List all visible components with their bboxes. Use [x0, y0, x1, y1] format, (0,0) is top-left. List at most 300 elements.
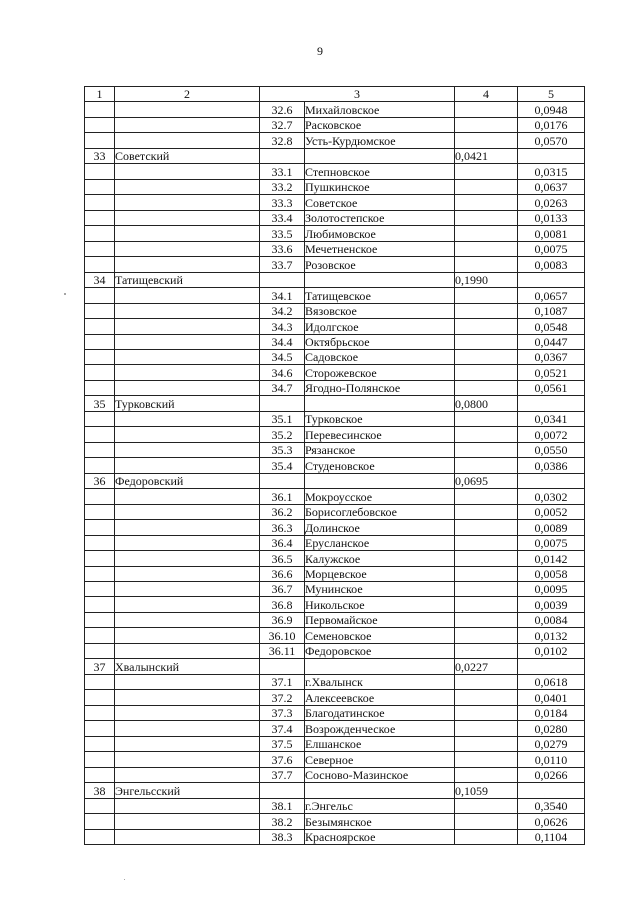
row-number-cell: 33 — [85, 148, 115, 163]
settlement-coefficient-cell: 0,0948 — [518, 102, 585, 117]
district-name-cell — [115, 458, 260, 473]
header-cell-2: 2 — [115, 87, 260, 102]
settlement-code-cell: 33.4 — [260, 210, 305, 225]
district-name-cell: Энгельсский — [115, 783, 260, 798]
district-coefficient-cell — [455, 798, 518, 813]
settlement-name-cell: Борисоглебовское — [305, 504, 455, 519]
district-coefficient-cell — [455, 349, 518, 364]
row-number-cell — [85, 365, 115, 380]
settlement-name-cell: Федоровское — [305, 643, 455, 658]
settlement-coefficient-cell: 0,0521 — [518, 365, 585, 380]
settlement-code-cell: 36.10 — [260, 628, 305, 643]
row-number-cell — [85, 597, 115, 612]
settlement-coefficient-cell: 0,0626 — [518, 814, 585, 829]
row-number-cell — [85, 411, 115, 426]
settlement-name-cell: Турковское — [305, 411, 455, 426]
settlement-coefficient-cell: 0,0110 — [518, 752, 585, 767]
table-body — [85, 87, 585, 845]
district-name-cell — [115, 520, 260, 535]
settlement-name-cell: Мокроусское — [305, 489, 455, 504]
settlement-code-cell: 32.7 — [260, 117, 305, 132]
row-number-cell — [85, 102, 115, 117]
row-number-cell — [85, 628, 115, 643]
table-row — [85, 643, 585, 658]
table-row — [85, 334, 585, 349]
district-coefficient-cell — [455, 427, 518, 442]
settlement-code-cell: 33.3 — [260, 195, 305, 210]
district-coefficient-cell — [455, 257, 518, 272]
settlement-coefficient-cell: 0,0039 — [518, 597, 585, 612]
row-number-cell: 36 — [85, 473, 115, 488]
row-number-cell — [85, 643, 115, 658]
table-row — [85, 628, 585, 643]
district-coefficient-cell — [455, 721, 518, 736]
settlement-name-cell: г.Энгельс — [305, 798, 455, 813]
settlement-code-cell: 36.8 — [260, 597, 305, 612]
table-row — [85, 752, 585, 767]
settlement-coefficient-cell: 0,0133 — [518, 210, 585, 225]
settlement-name-cell — [305, 659, 455, 674]
district-name-cell — [115, 226, 260, 241]
table-row — [85, 829, 585, 844]
header-row — [85, 87, 585, 102]
settlement-code-cell: 32.8 — [260, 133, 305, 148]
table-row — [85, 674, 585, 689]
district-coefficient-cell — [455, 241, 518, 256]
row-number-cell — [85, 164, 115, 179]
row-number-cell: 38 — [85, 783, 115, 798]
table-row — [85, 365, 585, 380]
settlement-coefficient-cell: 0,0401 — [518, 690, 585, 705]
header-cell-4: 4 — [455, 87, 518, 102]
settlement-coefficient-cell: 0,0095 — [518, 582, 585, 597]
settlement-name-cell: Калужское — [305, 551, 455, 566]
district-name-cell — [115, 767, 260, 782]
table-row — [85, 349, 585, 364]
table-row — [85, 767, 585, 782]
settlement-name-cell: Любимовское — [305, 226, 455, 241]
district-row — [85, 659, 585, 674]
settlement-coefficient-cell: 0,0089 — [518, 520, 585, 535]
settlement-code-cell: 34.6 — [260, 365, 305, 380]
district-coefficient-cell — [455, 195, 518, 210]
settlement-coefficient-cell: 0,0081 — [518, 226, 585, 241]
settlement-name-cell: Расковское — [305, 117, 455, 132]
settlement-coefficient-cell: 0,0550 — [518, 442, 585, 457]
table-row — [85, 164, 585, 179]
data-table — [84, 86, 585, 845]
district-name-cell — [115, 551, 260, 566]
table-row — [85, 551, 585, 566]
settlement-code-cell: 36.4 — [260, 535, 305, 550]
settlement-coefficient-cell: 0,0570 — [518, 133, 585, 148]
district-name-cell — [115, 164, 260, 179]
district-coefficient-cell — [455, 551, 518, 566]
district-coefficient-cell — [455, 643, 518, 658]
table-row — [85, 597, 585, 612]
row-number-cell — [85, 721, 115, 736]
row-number-cell — [85, 226, 115, 241]
district-name-cell — [115, 566, 260, 581]
row-number-cell — [85, 814, 115, 829]
district-coefficient-cell — [455, 442, 518, 457]
settlement-code-cell: 33.2 — [260, 179, 305, 194]
row-number-cell — [85, 582, 115, 597]
row-number-cell — [85, 117, 115, 132]
table-row — [85, 226, 585, 241]
settlement-code-cell: 38.2 — [260, 814, 305, 829]
district-coefficient-cell — [455, 117, 518, 132]
settlement-coefficient-cell: 0,0447 — [518, 334, 585, 349]
settlement-code-cell: 32.6 — [260, 102, 305, 117]
district-coefficient-cell — [455, 133, 518, 148]
table-row — [85, 442, 585, 457]
settlement-code-cell: 34.2 — [260, 303, 305, 318]
table-row — [85, 798, 585, 813]
row-number-cell — [85, 705, 115, 720]
settlement-name-cell: Золотостепское — [305, 210, 455, 225]
district-row — [85, 148, 585, 163]
settlement-code-cell: 37.2 — [260, 690, 305, 705]
settlement-code-cell: 33.1 — [260, 164, 305, 179]
settlement-coefficient-cell — [518, 396, 585, 411]
settlement-coefficient-cell: 0,0386 — [518, 458, 585, 473]
district-coefficient-cell: 0,1059 — [455, 783, 518, 798]
table-row — [85, 504, 585, 519]
settlement-name-cell: Вязовское — [305, 303, 455, 318]
settlement-coefficient-cell: 0,1104 — [518, 829, 585, 844]
row-number-cell — [85, 489, 115, 504]
district-name-cell — [115, 582, 260, 597]
district-coefficient-cell — [455, 411, 518, 426]
district-name-cell — [115, 427, 260, 442]
settlement-code-cell: 35.1 — [260, 411, 305, 426]
row-number-cell — [85, 349, 115, 364]
district-name-cell: Татищевский — [115, 272, 260, 287]
settlement-code-cell: 37.1 — [260, 674, 305, 689]
settlement-code-cell: 33.7 — [260, 257, 305, 272]
scan-speck — [124, 879, 125, 880]
row-number-cell — [85, 829, 115, 844]
settlement-code-cell: 37.3 — [260, 705, 305, 720]
table-row — [85, 117, 585, 132]
settlement-name-cell: Елшанское — [305, 736, 455, 751]
settlement-code-cell: 35.2 — [260, 427, 305, 442]
district-name-cell — [115, 612, 260, 627]
district-coefficient-cell: 0,0695 — [455, 473, 518, 488]
settlement-coefficient-cell — [518, 783, 585, 798]
table-row — [85, 195, 585, 210]
settlement-code-cell: 37.4 — [260, 721, 305, 736]
settlement-coefficient-cell: 0,0075 — [518, 535, 585, 550]
district-coefficient-cell — [455, 458, 518, 473]
settlement-code-cell: 38.3 — [260, 829, 305, 844]
district-name-cell — [115, 303, 260, 318]
settlement-code-cell: 34.4 — [260, 334, 305, 349]
table-row — [85, 721, 585, 736]
table-row — [85, 102, 585, 117]
district-coefficient-cell — [455, 829, 518, 844]
district-coefficient-cell: 0,0227 — [455, 659, 518, 674]
settlement-name-cell: Рязанское — [305, 442, 455, 457]
settlement-coefficient-cell: 0,0279 — [518, 736, 585, 751]
settlement-coefficient-cell: 0,0618 — [518, 674, 585, 689]
settlement-coefficient-cell: 0,0637 — [518, 179, 585, 194]
district-name-cell — [115, 319, 260, 334]
table-row — [85, 566, 585, 581]
district-coefficient-cell — [455, 628, 518, 643]
settlement-name-cell: Советское — [305, 195, 455, 210]
row-number-cell: 35 — [85, 396, 115, 411]
settlement-name-cell — [305, 272, 455, 287]
settlement-name-cell: Степновское — [305, 164, 455, 179]
settlement-name-cell: Октябрьское — [305, 334, 455, 349]
settlement-coefficient-cell: 0,0075 — [518, 241, 585, 256]
district-coefficient-cell — [455, 597, 518, 612]
row-number-cell — [85, 319, 115, 334]
table-row — [85, 380, 585, 395]
district-coefficient-cell — [455, 814, 518, 829]
row-number-cell — [85, 566, 115, 581]
settlement-name-cell: Красноярское — [305, 829, 455, 844]
district-coefficient-cell — [455, 674, 518, 689]
district-name-cell — [115, 195, 260, 210]
district-name-cell — [115, 674, 260, 689]
district-coefficient-cell: 0,0800 — [455, 396, 518, 411]
district-name-cell — [115, 241, 260, 256]
table-row — [85, 288, 585, 303]
row-number-cell — [85, 179, 115, 194]
settlement-coefficient-cell: 0,0176 — [518, 117, 585, 132]
district-name-cell — [115, 736, 260, 751]
district-coefficient-cell — [455, 767, 518, 782]
row-number-cell — [85, 674, 115, 689]
district-name-cell — [115, 117, 260, 132]
row-number-cell — [85, 288, 115, 303]
district-coefficient-cell — [455, 365, 518, 380]
settlement-code-cell: 36.1 — [260, 489, 305, 504]
settlement-name-cell: Безымянское — [305, 814, 455, 829]
table-row — [85, 520, 585, 535]
row-number-cell — [85, 133, 115, 148]
settlement-name-cell: Ерусланское — [305, 535, 455, 550]
settlement-code-cell: 36.2 — [260, 504, 305, 519]
settlement-code-cell: 36.6 — [260, 566, 305, 581]
header-cell-3: 3 — [260, 87, 455, 102]
settlement-code-cell: 36.9 — [260, 612, 305, 627]
settlement-code-cell: 33.6 — [260, 241, 305, 256]
district-name-cell: Федоровский — [115, 473, 260, 488]
settlement-code-cell: 37.6 — [260, 752, 305, 767]
district-coefficient-cell — [455, 226, 518, 241]
row-number-cell — [85, 442, 115, 457]
district-row — [85, 272, 585, 287]
district-name-cell — [115, 380, 260, 395]
district-name-cell — [115, 798, 260, 813]
row-number-cell — [85, 752, 115, 767]
settlement-coefficient-cell: 0,0315 — [518, 164, 585, 179]
settlement-code-cell — [260, 659, 305, 674]
settlement-coefficient-cell: 0,0341 — [518, 411, 585, 426]
row-number-cell — [85, 551, 115, 566]
settlement-coefficient-cell: 0,0058 — [518, 566, 585, 581]
settlement-code-cell — [260, 148, 305, 163]
settlement-coefficient-cell: 0,3540 — [518, 798, 585, 813]
settlement-coefficient-cell: 0,0561 — [518, 380, 585, 395]
settlement-coefficient-cell: 0,0266 — [518, 767, 585, 782]
row-number-cell — [85, 736, 115, 751]
settlement-name-cell: Садовское — [305, 349, 455, 364]
settlement-code-cell — [260, 396, 305, 411]
table-row — [85, 210, 585, 225]
district-name-cell — [115, 288, 260, 303]
settlement-code-cell: 34.5 — [260, 349, 305, 364]
settlement-name-cell: Студеновское — [305, 458, 455, 473]
table-row — [85, 303, 585, 318]
settlement-name-cell: Морцевское — [305, 566, 455, 581]
settlement-name-cell: Алексеевское — [305, 690, 455, 705]
district-name-cell — [115, 349, 260, 364]
district-name-cell: Турковский — [115, 396, 260, 411]
table-row — [85, 535, 585, 550]
district-coefficient-cell — [455, 520, 518, 535]
settlement-name-cell: Сторожевское — [305, 365, 455, 380]
settlement-name-cell: Северное — [305, 752, 455, 767]
district-coefficient-cell — [455, 736, 518, 751]
settlement-name-cell — [305, 148, 455, 163]
settlement-name-cell: г.Хвалынск — [305, 674, 455, 689]
settlement-code-cell: 35.3 — [260, 442, 305, 457]
settlement-name-cell — [305, 396, 455, 411]
settlement-coefficient-cell: 0,0083 — [518, 257, 585, 272]
district-coefficient-cell — [455, 705, 518, 720]
district-coefficient-cell: 0,0421 — [455, 148, 518, 163]
settlement-code-cell: 34.7 — [260, 380, 305, 395]
settlement-coefficient-cell: 0,0142 — [518, 551, 585, 566]
settlement-coefficient-cell: 0,1087 — [518, 303, 585, 318]
settlement-code-cell: 37.5 — [260, 736, 305, 751]
settlement-name-cell: Татищевское — [305, 288, 455, 303]
page-number: 9 — [317, 44, 323, 58]
district-name-cell — [115, 721, 260, 736]
table-row — [85, 736, 585, 751]
settlement-code-cell: 33.5 — [260, 226, 305, 241]
settlement-code-cell — [260, 473, 305, 488]
header-cell-1: 1 — [85, 87, 115, 102]
district-name-cell — [115, 365, 260, 380]
row-number-cell — [85, 303, 115, 318]
settlement-name-cell: Перевесинское — [305, 427, 455, 442]
table-row — [85, 319, 585, 334]
settlement-code-cell: 34.3 — [260, 319, 305, 334]
row-number-cell — [85, 767, 115, 782]
district-row — [85, 473, 585, 488]
settlement-coefficient-cell: 0,0052 — [518, 504, 585, 519]
district-coefficient-cell — [455, 535, 518, 550]
district-coefficient-cell — [455, 380, 518, 395]
settlement-name-cell: Благодатинское — [305, 705, 455, 720]
table-row — [85, 612, 585, 627]
settlement-name-cell: Розовское — [305, 257, 455, 272]
district-coefficient-cell — [455, 303, 518, 318]
district-coefficient-cell — [455, 179, 518, 194]
district-coefficient-cell — [455, 102, 518, 117]
district-name-cell — [115, 535, 260, 550]
settlement-coefficient-cell: 0,0184 — [518, 705, 585, 720]
row-number-cell — [85, 257, 115, 272]
district-coefficient-cell — [455, 504, 518, 519]
row-number-cell — [85, 520, 115, 535]
row-number-cell — [85, 241, 115, 256]
district-name-cell: Советский — [115, 148, 260, 163]
district-row — [85, 783, 585, 798]
district-name-cell — [115, 102, 260, 117]
district-coefficient-cell — [455, 319, 518, 334]
header-cell-5: 5 — [518, 87, 585, 102]
district-coefficient-cell — [455, 582, 518, 597]
district-name-cell — [115, 829, 260, 844]
settlement-coefficient-cell: 0,0102 — [518, 643, 585, 658]
table-row — [85, 489, 585, 504]
table-row — [85, 179, 585, 194]
settlement-coefficient-cell: 0,0084 — [518, 612, 585, 627]
table-row — [85, 814, 585, 829]
settlement-name-cell: Пушкинское — [305, 179, 455, 194]
district-row — [85, 396, 585, 411]
settlement-name-cell: Усть-Курдюмское — [305, 133, 455, 148]
district-coefficient-cell — [455, 489, 518, 504]
table-row — [85, 133, 585, 148]
district-name-cell — [115, 814, 260, 829]
district-name-cell — [115, 411, 260, 426]
row-number-cell — [85, 380, 115, 395]
settlement-coefficient-cell: 0,0548 — [518, 319, 585, 334]
district-name-cell — [115, 705, 260, 720]
settlement-name-cell: Первомайское — [305, 612, 455, 627]
district-name-cell — [115, 334, 260, 349]
settlement-code-cell: 34.1 — [260, 288, 305, 303]
table-row — [85, 458, 585, 473]
table-row — [85, 690, 585, 705]
settlement-coefficient-cell: 0,0280 — [518, 721, 585, 736]
settlement-coefficient-cell: 0,0072 — [518, 427, 585, 442]
district-coefficient-cell — [455, 210, 518, 225]
district-coefficient-cell: 0,1990 — [455, 272, 518, 287]
settlement-coefficient-cell: 0,0657 — [518, 288, 585, 303]
district-name-cell — [115, 504, 260, 519]
district-name-cell — [115, 210, 260, 225]
row-number-cell — [85, 458, 115, 473]
settlement-code-cell: 36.11 — [260, 643, 305, 658]
district-name-cell — [115, 133, 260, 148]
settlement-coefficient-cell: 0,0302 — [518, 489, 585, 504]
settlement-code-cell: 38.1 — [260, 798, 305, 813]
settlement-code-cell: 37.7 — [260, 767, 305, 782]
district-coefficient-cell — [455, 164, 518, 179]
settlement-code-cell: 36.7 — [260, 582, 305, 597]
district-coefficient-cell — [455, 334, 518, 349]
row-number-cell — [85, 612, 115, 627]
district-coefficient-cell — [455, 566, 518, 581]
row-number-cell — [85, 334, 115, 349]
district-name-cell — [115, 597, 260, 612]
settlement-name-cell: Идолгское — [305, 319, 455, 334]
settlement-coefficient-cell — [518, 272, 585, 287]
settlement-name-cell: Долинское — [305, 520, 455, 535]
table-row — [85, 257, 585, 272]
settlement-coefficient-cell — [518, 148, 585, 163]
settlement-name-cell: Семеновское — [305, 628, 455, 643]
